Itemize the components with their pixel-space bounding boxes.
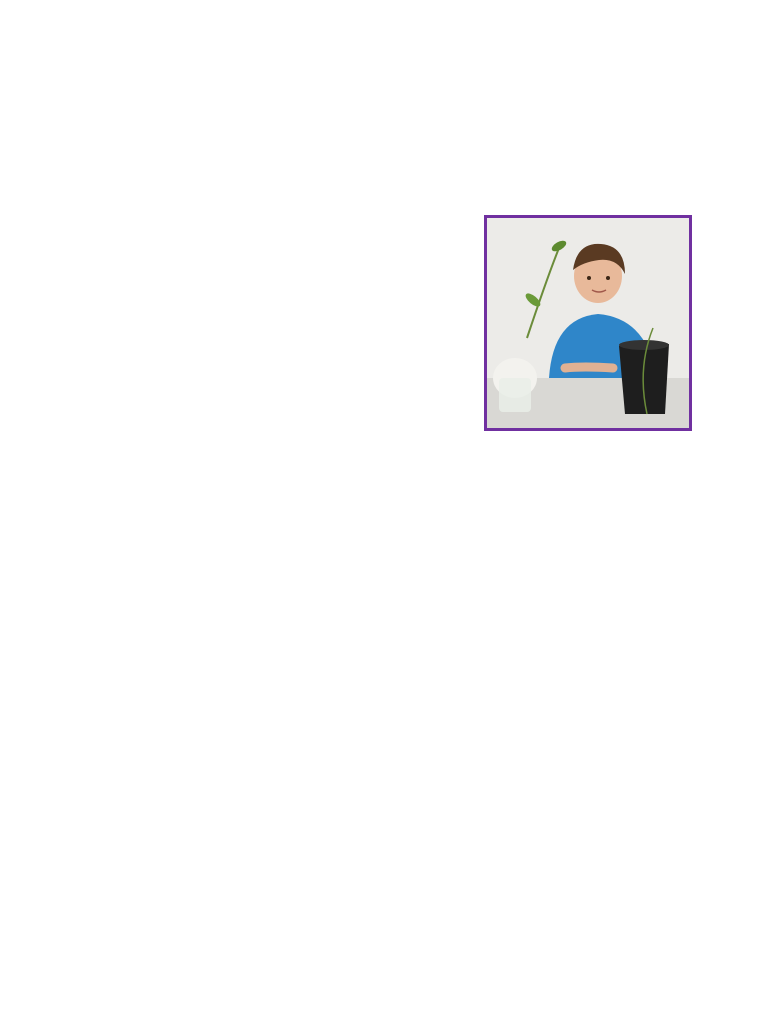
ladybug-border-left xyxy=(22,64,62,960)
step-4-section xyxy=(106,215,662,236)
ladybug-border-right xyxy=(700,64,740,960)
child-with-plant-photo xyxy=(484,215,692,431)
child-with-plant-image xyxy=(487,218,689,428)
step-text xyxy=(152,109,156,124)
step-2 xyxy=(106,106,662,127)
step-3 xyxy=(106,147,662,168)
step-4 xyxy=(106,215,472,236)
document-body xyxy=(106,92,662,260)
ladybug-border-bottom xyxy=(24,954,744,994)
ladybug-border-top xyxy=(24,28,744,68)
step-4-text-block xyxy=(106,215,472,236)
